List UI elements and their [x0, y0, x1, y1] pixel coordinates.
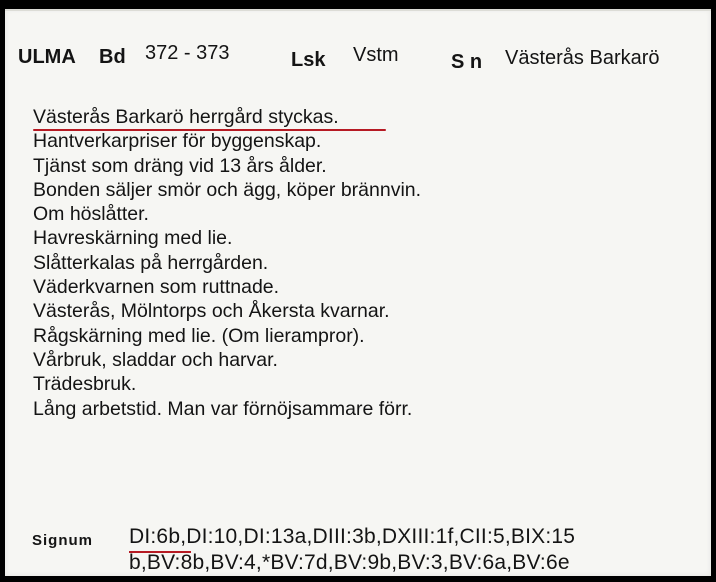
content-line: [33, 154, 421, 178]
content-lines: [33, 105, 421, 421]
content-line-text: Om höslåtter.: [33, 203, 149, 226]
signum-line-2: [129, 550, 709, 576]
content-line: [33, 129, 421, 153]
content-line: [33, 348, 421, 372]
content-line: [33, 178, 421, 202]
signum-label: Signum: [32, 532, 93, 549]
content-line: [33, 275, 421, 299]
content-line-text: Väderkvarnen som ruttnade.: [33, 276, 280, 299]
archive-code: ULMA: [18, 46, 76, 68]
card-header: [5, 9, 711, 89]
signum-codes: [129, 524, 709, 576]
signum-line-1: [129, 524, 709, 550]
content-line-text: Västerås Barkarö herrgård styckas.: [33, 106, 339, 128]
content-line: [33, 251, 421, 275]
content-line-text: Lång arbetstid. Man var förnöjsammare förr.: [33, 397, 413, 420]
sn-label: S n: [451, 51, 483, 73]
lsk-value: Vstm: [353, 44, 399, 66]
content-line: [33, 105, 421, 129]
content-line-text: Vårbruk, sladdar och harvar.: [33, 348, 278, 371]
content-line: [33, 372, 421, 396]
content-line: [33, 299, 421, 323]
content-line: [33, 226, 421, 250]
signum-line-1-text: DI:6b,DI:10,DI:13a,DIII:3b,DXIII:1f,CII:5,BIX:15: [129, 525, 576, 548]
content-line-text: Havreskärning med lie.: [33, 227, 233, 250]
content-line-text: Bonden säljer smör och ägg, köper brännvin.: [33, 178, 422, 201]
content-line-text: Rågskärning med lie. (Om lierampror).: [33, 324, 365, 347]
content-line-text: Tjänst som dräng vid 13 års ålder.: [33, 154, 327, 177]
content-line-text: Slåtterkalas på herrgården.: [33, 251, 269, 274]
content-line: [33, 202, 421, 226]
content-line-text: Trädesbruk.: [33, 373, 137, 396]
bd-label: Bd: [99, 46, 126, 68]
content-line-text: Västerås, Mölntorps och Åkersta kvarnar.: [33, 300, 390, 323]
content-line: [33, 397, 421, 421]
index-card: [5, 9, 711, 576]
sn-value: Västerås Barkarö: [505, 47, 660, 69]
bd-value: 372 - 373: [145, 42, 230, 64]
signum-line-2-text: b,BV:8b,BV:4,*BV:7d,BV:9b,BV:3,BV:6a,BV:6e: [129, 551, 570, 574]
lsk-label: Lsk: [291, 49, 326, 71]
content-line: [33, 324, 421, 348]
content-line-text: Hantverkarpriser för byggenskap.: [33, 130, 322, 153]
